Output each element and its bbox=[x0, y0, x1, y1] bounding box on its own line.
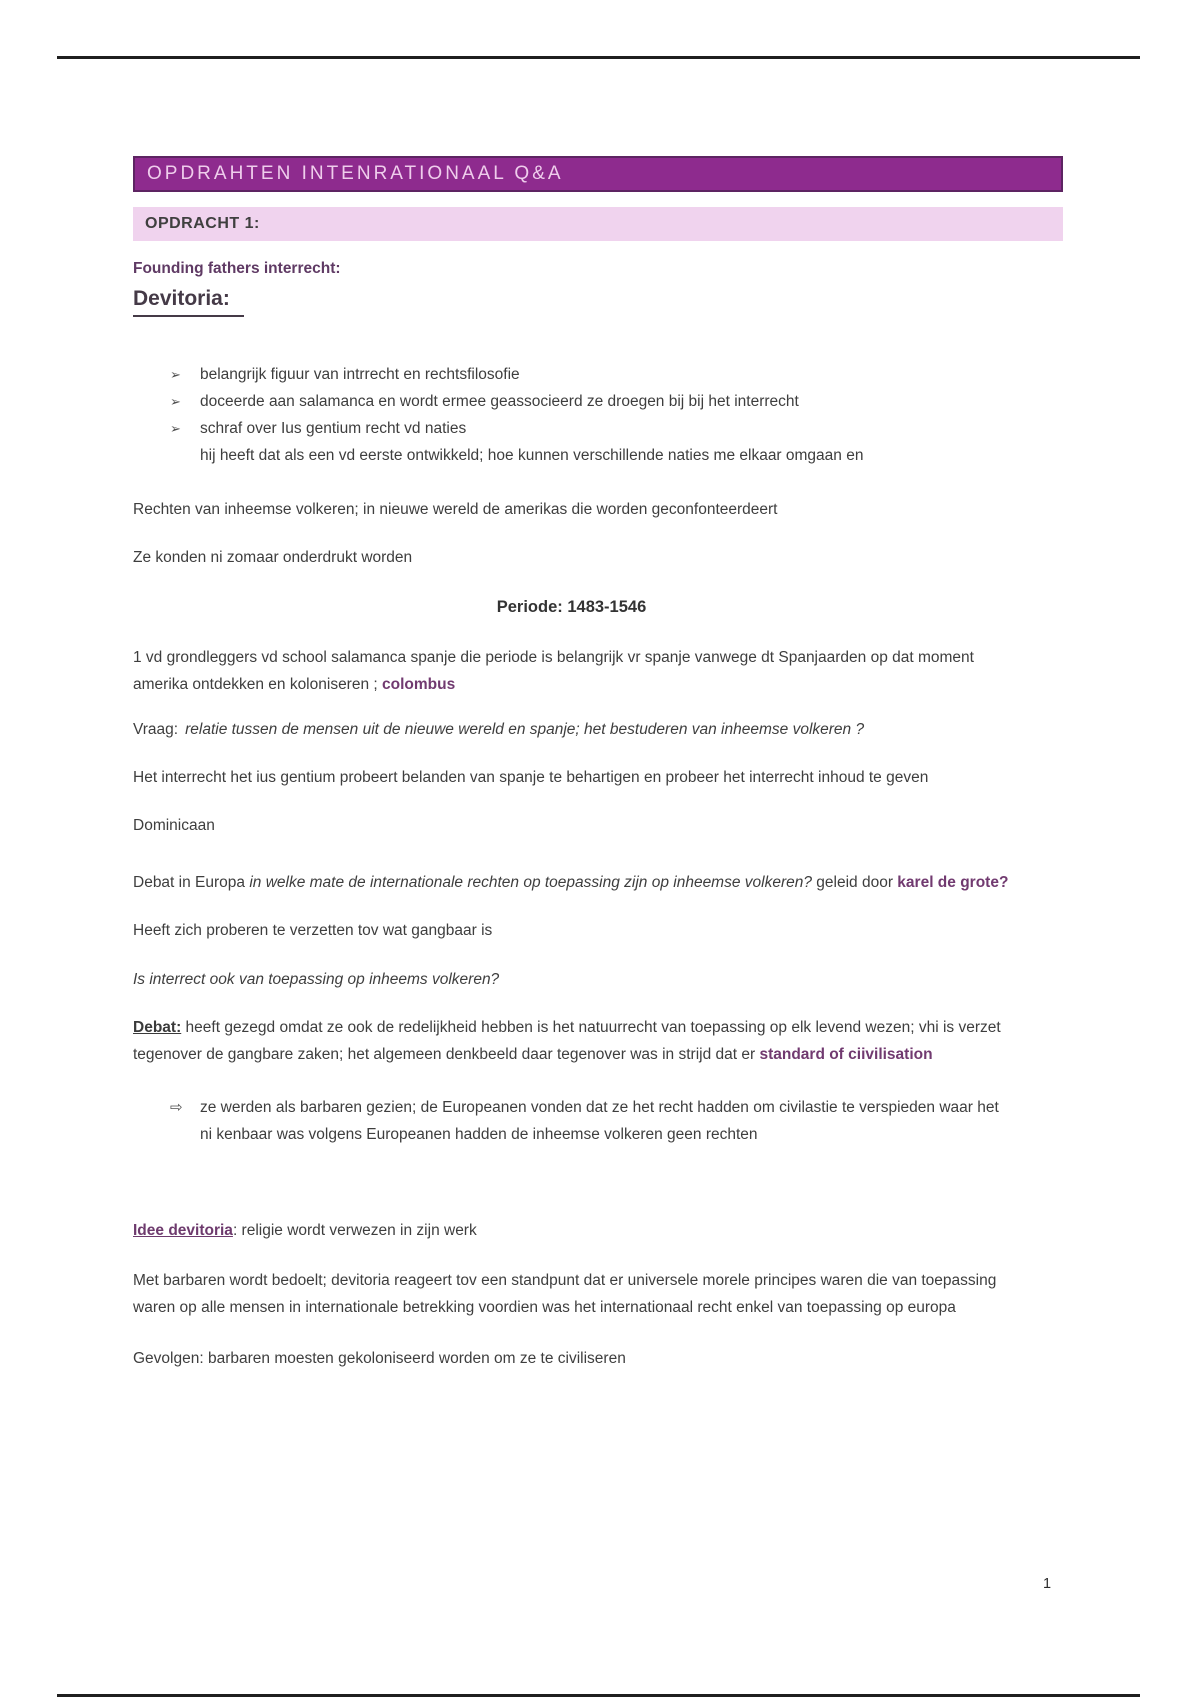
arrowhead-bullet-icon: ➢ bbox=[170, 421, 181, 436]
paragraph-interrecht: Het interrecht het ius gentium probeert belanden van spanje te behartigen en probeer het interrecht inhoud te geven bbox=[133, 769, 929, 786]
list-item bbox=[133, 415, 1010, 442]
paragraph-heeft-zich: Heeft zich proberen te verzetten tov wat gangbaar is bbox=[133, 922, 493, 939]
paragraph-gevolgen: Gevolgen: barbaren moesten gekoloniseerd worden om ze te civiliseren bbox=[133, 1350, 626, 1367]
paragraph-periode: Periode: 1483-1546 bbox=[496, 598, 647, 616]
list-continuation-text: hij heeft dat als een vd eerste ontwikkeld; hoe kunnen verschillende naties me elkaar omgaan en bbox=[200, 447, 864, 464]
section-heading-bar bbox=[133, 207, 1063, 241]
paragraph-vraag bbox=[133, 716, 1010, 743]
paragraph-debat bbox=[133, 1014, 1010, 1068]
colombus-accent: colombus bbox=[382, 676, 456, 693]
karel-de-grote-accent: karel de grote? bbox=[897, 874, 1009, 891]
arrowhead-bullet-icon: ➢ bbox=[170, 394, 181, 409]
rightwards-arrow-icon: ⇨ bbox=[170, 1099, 183, 1116]
devitoria-heading-text: Devitoria: bbox=[133, 284, 244, 317]
founding-fathers-label: Founding fathers interrecht: bbox=[133, 260, 341, 277]
arrow-sub-item-text: ze werden als barbaren gezien; de Europeanen vonden dat ze het recht hadden om civilastie te verspieden waar het ni kenbaar was volgens Europeanen hadden de inheemse volkeren geen rechten bbox=[200, 1099, 999, 1143]
document-title: OPDRAHTEN INTENRATIONAAL Q&A bbox=[147, 163, 564, 184]
arrowhead-bullet-icon: ➢ bbox=[170, 367, 181, 382]
list-item-text: doceerde aan salamanca en wordt ermee geassocieerd ze droegen bij bij het interrecht bbox=[200, 393, 799, 410]
idee-devitoria-text: : religie wordt verwezen in zijn werk bbox=[232, 1222, 477, 1239]
arrow-sub-item bbox=[133, 1094, 1010, 1148]
document-title-bar bbox=[133, 156, 1063, 192]
paragraph-grondleggers-text: 1 vd grondleggers vd school salamanca spanje die periode is belangrijk vr spanje vanwege dt Spanjaarden op dat moment amerika ontdekken en koloniseren ; bbox=[133, 649, 974, 693]
list-item bbox=[133, 361, 1010, 388]
paragraph-idee-devitoria bbox=[133, 1217, 1010, 1244]
debat-label: Debat: bbox=[133, 1019, 182, 1036]
idee-devitoria-label: Idee devitoria bbox=[133, 1222, 233, 1239]
paragraph-is-interrect: Is interrect ook van toepassing op inheems volkeren? bbox=[133, 971, 500, 988]
paragraph-ze-konden: Ze konden ni zomaar onderdrukt worden bbox=[133, 549, 413, 566]
debat-europa-mid: geleid door bbox=[811, 874, 898, 891]
page-number: 1 bbox=[1043, 1576, 1052, 1592]
section-heading: OPDRACHT 1: bbox=[145, 215, 260, 232]
devitoria-heading bbox=[133, 284, 1200, 317]
paragraph-debat-europa bbox=[133, 869, 1010, 896]
standard-of-civilisation-accent: standard of ciivilisation bbox=[759, 1046, 933, 1063]
paragraph-met-barbaren: Met barbaren wordt bedoelt; devitoria reageert tov een standpunt dat er universele morele principes waren die van toepassing waren op alle mensen in internationale betrekking voordien was het internationaal recht enkel van toepassing op europa bbox=[133, 1272, 997, 1316]
vraag-question: relatie tussen de mensen uit de nieuwe wereld en spanje; het bestuderen van inheemse volkeren ? bbox=[185, 721, 865, 738]
vraag-label: Vraag: bbox=[133, 721, 179, 738]
paragraph-grondleggers bbox=[133, 644, 1010, 698]
debat-europa-start: Debat in Europa bbox=[133, 874, 250, 891]
list-item bbox=[133, 388, 1010, 415]
list-item-text: schraf over Ius gentium recht vd naties bbox=[200, 420, 467, 437]
debat-europa-question: in welke mate de internationale rechten op toepassing zijn op inheemse volkeren? bbox=[249, 874, 812, 891]
footer-rule bbox=[57, 1694, 1140, 1697]
bullet-list bbox=[133, 361, 1010, 442]
paragraph-rechten: Rechten van inheemse volkeren; in nieuwe wereld de amerikas die worden geconfonteerdeert bbox=[133, 501, 778, 518]
paragraph-dominicaan: Dominicaan bbox=[133, 817, 215, 834]
list-item-text: belangrijk figuur van intrrecht en rechtsfilosofie bbox=[200, 366, 520, 383]
debat-text: heeft gezegd omdat ze ook de redelijkheid hebben is het natuurrecht van toepassing op elk levend wezen; vhi is verzet tegenover de gangbare zaken; het algemeen denkbeeld daar tegenover was in strijd dat er bbox=[133, 1019, 1001, 1063]
